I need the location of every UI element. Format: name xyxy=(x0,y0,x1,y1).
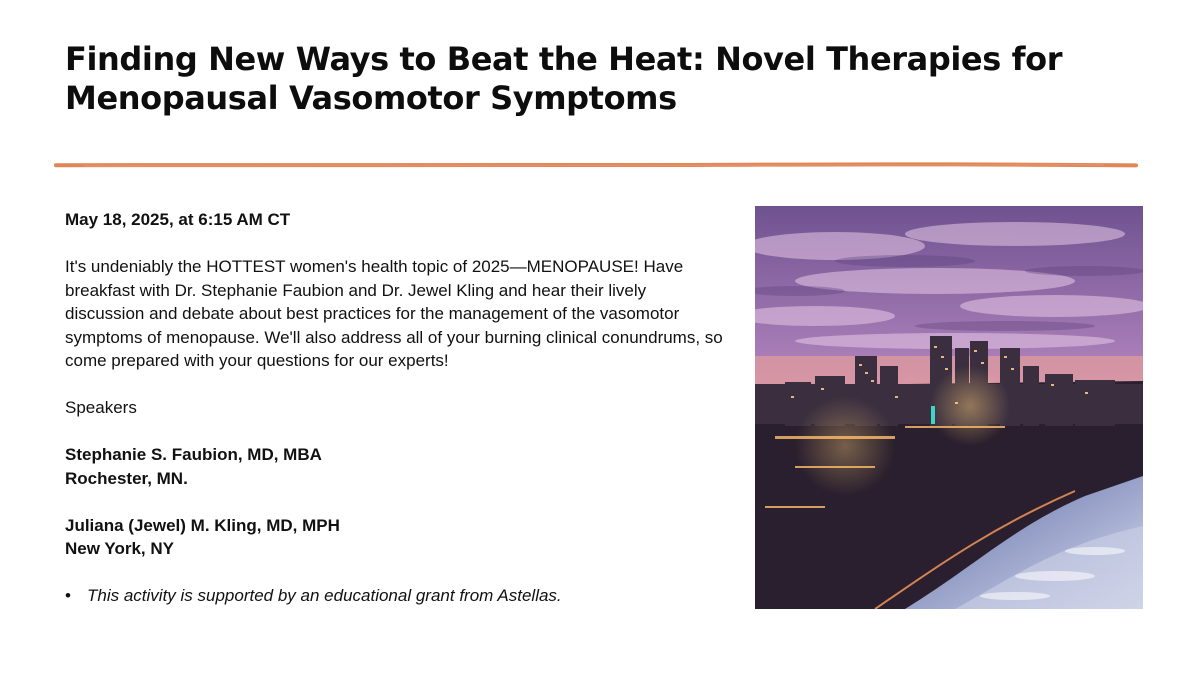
speaker-name: Stephanie S. Faubion, MD, MBA xyxy=(65,445,322,464)
support-note: This activity is supported by an educational grant from Astellas. xyxy=(87,586,562,605)
bullet-icon: • xyxy=(65,586,71,605)
event-date: May 18, 2025, at 6:15 AM CT xyxy=(65,210,291,229)
speaker-name: Juliana (Jewel) M. Kling, MD, MPH xyxy=(65,515,340,535)
speaker-location: New York, NY xyxy=(65,539,174,558)
speaker-location: Rochester, MN. xyxy=(65,468,188,488)
event-description: It's undeniably the HOTTEST women's health topic of 2025—MENOPAUSE! Have breakfast with Dr. Stephanie Faubion and Dr. Jewel Kling and hear their lively discussion and debate about best practices for the management of the vasomotor symptoms of menopause. We'll also address all of your burning clinical conundrums, so come prepared with your questions for our experts! xyxy=(65,257,723,370)
title-divider xyxy=(54,162,1138,168)
event-details xyxy=(65,208,725,608)
speakers-heading: Speakers xyxy=(65,398,137,417)
support-bullet xyxy=(65,584,725,608)
skyline-illustration xyxy=(755,206,1143,609)
slide-title: Finding New Ways to Beat the Heat: Novel Therapies for Menopausal Vasomotor Symptoms xyxy=(65,40,1063,117)
city-skyline-photo xyxy=(755,206,1143,609)
